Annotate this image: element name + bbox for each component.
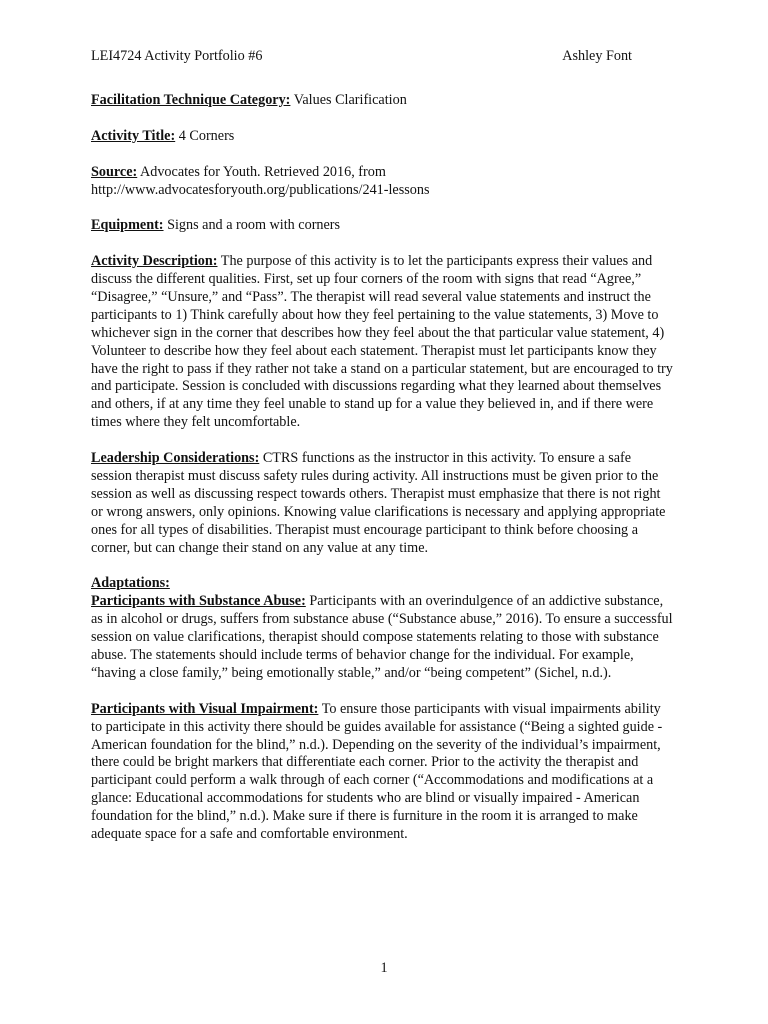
description-text: The purpose of this activity is to let the participants express their values and discuss the different qualities. First, set up four corners of the room with signs that read “Agree,” “Disagree,” “Unsure,” and “Pass”. The therapist will read several value statements and instruct the participants to 1) Think carefully about how they feel pertaining to the value statements, 3) Move to whichever sign in the corner that describes how they feel about the that particular value statement, 4) Volunteer to describe how they feel about each statement. Therapist must let participants know they have the right to pass if they rather not take a stand on a particular statement, but are encouraged to try and participate. Session is concluded with discussions regarding what they learned about themselves and others, if at any time they feel unable to stand up for a value they believed in, and if there were times where they felt uncomfortable.	[91, 253, 673, 431]
equipment-text: Signs and a room with corners	[163, 217, 341, 234]
page-header	[91, 47, 632, 67]
visual-text: To ensure those participants with visual impairments ability to participate in this activity there should be guides available for assistance (“Being a sighted guide - American foundation for the blind,” n.d.). Depending on the severity of the individual’s impairment, there could be bright markers that differentiate each corner. Prior to the activity the therapist and participant could perform a walk through of each corner (“Accommodations and modifications at a glance: Educational accommodations for students who are blind or visually impaired - American foundation for the blind,” n.d.). Make sure if there is furniture in the room it is arranged to make adequate space for a safe and comfortable environment.	[91, 700, 663, 843]
author-name: Ashley Font	[562, 48, 632, 64]
page-footer	[0, 960, 768, 977]
category-paragraph	[91, 92, 673, 110]
source-label: Source:	[91, 163, 138, 180]
substance-paragraph	[91, 575, 673, 682]
visual-paragraph	[91, 701, 673, 844]
adaptations-heading: Adaptations:	[91, 575, 170, 592]
description-paragraph	[91, 253, 673, 432]
title-label: Activity Title:	[91, 127, 176, 144]
source-text: Advocates for Youth. Retrieved 2016, from http://www.advocatesforyouth.org/publications/241-lessons	[91, 163, 430, 198]
category-text: Values Clarification	[290, 92, 407, 108]
leadership-label: Leadership Considerations:	[91, 450, 260, 467]
category-label: Facilitation Technique Category:	[91, 92, 291, 108]
page-number: 1	[380, 960, 388, 976]
equipment-paragraph	[91, 217, 673, 235]
description-label: Activity Description:	[91, 253, 218, 270]
visual-label: Participants with Visual Impairment:	[91, 700, 319, 717]
course-title: LEI4724 Activity Portfolio #6	[91, 48, 263, 64]
document-body	[91, 92, 673, 862]
substance-text: Participants with an overindulgence of an addictive substance, as in alcohol or drugs, suffers from substance abuse (“Substance abuse,” 2016). To ensure a successful session on value clarifications, therapist should compose statements relating to those with substance abuse. The statements should include terms of behavior change for the individual. For example, “having a close family,” being emotionally stable,” and/or “being competent” (Sichel, n.d.).	[91, 593, 673, 681]
substance-label: Participants with Substance Abuse:	[91, 593, 306, 610]
leadership-paragraph	[91, 450, 673, 557]
source-paragraph	[91, 164, 673, 200]
title-paragraph	[91, 128, 673, 146]
leadership-text: CTRS functions as the instructor in this activity. To ensure a safe session therapist must discuss safety rules during activity. All instructions must be given prior to the session as well as discussing respect towards others. Therapist must emphasize that there is not right or wrong answers, only opinions. Knowing value clarifications is necessary and applying appropriate ones for all types of disabilities. Therapist must encourage participant to think before choosing a corner, but can change their stand on any value at any time.	[91, 450, 666, 556]
title-text: 4 Corners	[175, 127, 235, 144]
equipment-label: Equipment:	[91, 217, 164, 234]
